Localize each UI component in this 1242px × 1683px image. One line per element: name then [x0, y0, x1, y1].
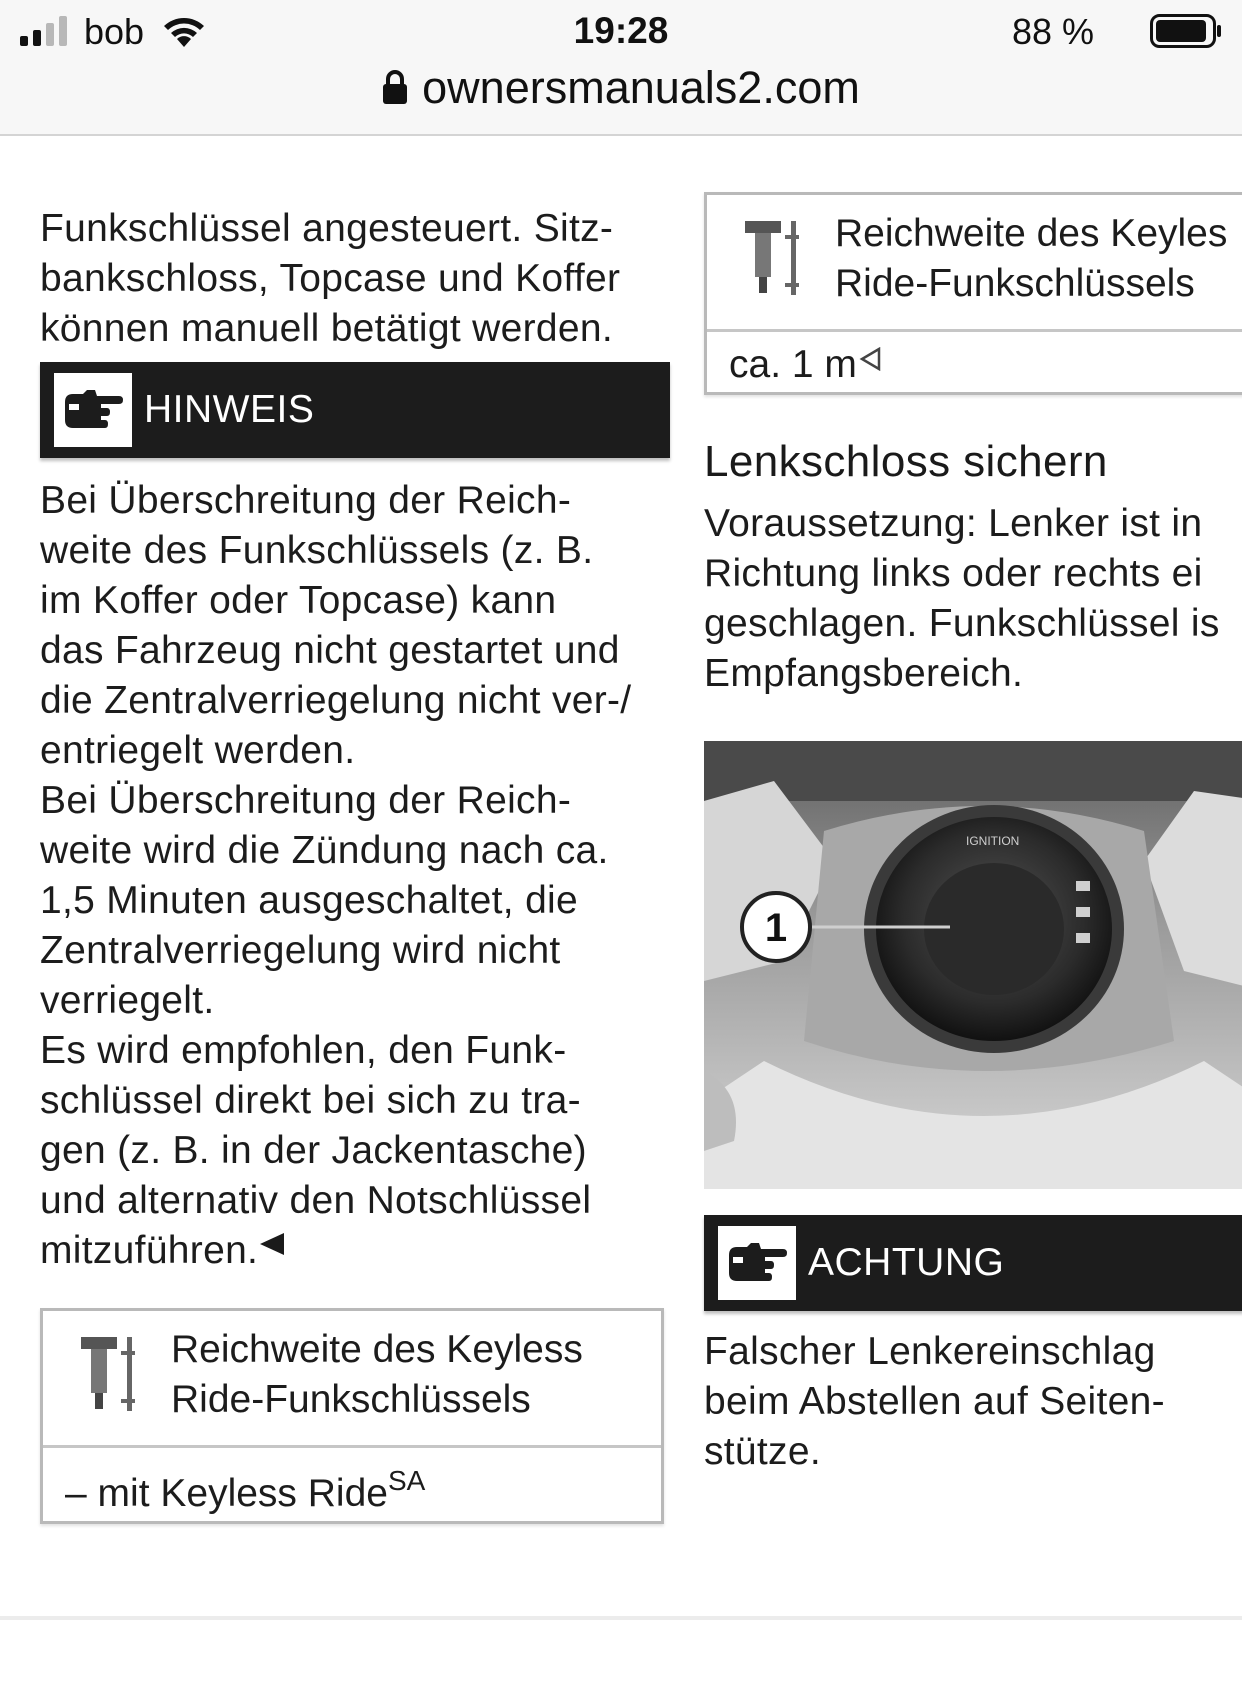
text-line: im Koffer oder Topcase) kann: [40, 579, 557, 622]
ignition-lock-illustration: [704, 741, 1242, 1189]
bottom-divider: [0, 1616, 1242, 1620]
text-line: verriegelt.: [40, 979, 215, 1022]
text-line: und alternativ den Notschlüssel: [40, 1179, 592, 1222]
precondition-text: [704, 499, 1242, 699]
text-line: schlüssel direkt bei sich zu tra-: [40, 1079, 581, 1122]
achtung-notice-bar: [704, 1215, 1242, 1311]
notice-paragraph-1: [40, 476, 670, 776]
hinweis-notice-bar: [40, 362, 670, 458]
text-line: stütze.: [704, 1430, 821, 1473]
info-box-header: [43, 1311, 661, 1448]
end-of-section-arrow-icon: [260, 1233, 284, 1255]
caliper-icon: [77, 1333, 139, 1415]
notice-title: ACHTUNG: [808, 1241, 1005, 1284]
text-line: Bei Überschreitung der Reich-: [40, 779, 572, 822]
text-line: Voraussetzung: Lenker ist in: [704, 502, 1203, 545]
intro-line: können manuell betätigt werden.: [40, 307, 614, 350]
manual-page: [0, 138, 1242, 1623]
text-line-with-end-mark: [40, 1226, 670, 1276]
text-line: die Zentralverriegelung nicht ver-/: [40, 679, 632, 722]
carrier-name: bob: [84, 11, 145, 52]
battery-icon: [1150, 14, 1222, 48]
text-line: Zentralverriegelung wird nicht: [40, 929, 561, 972]
hand-pointing-icon: [718, 1226, 796, 1300]
info-box-value-row: [707, 332, 1242, 392]
text-line: weite wird die Zündung nach ca.: [40, 829, 609, 872]
text-line: entriegelt werden.: [40, 729, 356, 772]
hand-pointing-icon: [54, 373, 132, 447]
text-line: Richtung links oder rechts ei: [704, 552, 1203, 595]
status-time: 19:28: [573, 10, 669, 51]
text-line: 1,5 Minuten ausgeschaltet, die: [40, 879, 579, 922]
info-box-title-line: Ride-Funkschlüssels: [835, 262, 1195, 305]
info-box-title-line: Reichweite des Keyles: [835, 212, 1228, 255]
range-value-box: [704, 192, 1242, 395]
intro-line: bankschloss, Topcase und Koffer: [40, 257, 621, 300]
text-line: Es wird empfohlen, den Funk-: [40, 1029, 567, 1072]
right-column: [704, 204, 1242, 1477]
section-heading: Lenkschloss sichern: [704, 437, 1108, 486]
info-box-header: [707, 195, 1242, 332]
text-line: mitzuführen.: [40, 1229, 259, 1272]
end-of-section-arrow-icon: [859, 347, 881, 371]
notice-paragraph-3: [40, 1026, 670, 1276]
browser-top-bar: [0, 0, 1242, 136]
row-superscript: SA: [387, 1465, 426, 1496]
info-box-title-line: Ride-Funkschlüssels: [171, 1378, 531, 1421]
notice-title: HINWEIS: [144, 388, 315, 431]
text-line: gen (z. B. in der Jackentasche): [40, 1129, 587, 1172]
info-box-title-line: Reichweite des Keyless: [171, 1328, 583, 1371]
info-box-row: [43, 1448, 661, 1521]
warning-text: [704, 1327, 1242, 1477]
text-line: Empfangsbereich.: [704, 652, 1024, 695]
url-domain: ownersmanuals2.com: [422, 62, 860, 113]
text-line: weite des Funkschlüssels (z. B.: [40, 529, 594, 572]
ignition-lock-photo: [704, 741, 1242, 1189]
address-bar[interactable]: [0, 62, 1242, 118]
text-line: beim Abstellen auf Seiten-: [704, 1380, 1165, 1423]
battery-percentage: 88 %: [1011, 11, 1094, 52]
status-bar: [0, 0, 1242, 62]
text-line: geschlagen. Funkschlüssel is: [704, 602, 1220, 645]
caliper-icon: [741, 217, 803, 299]
range-info-box: [40, 1308, 664, 1524]
range-value: ca. 1 m: [729, 343, 857, 386]
intro-text: [40, 204, 670, 354]
ignition-label: IGNITION: [966, 834, 1020, 848]
text-line: Falscher Lenkereinschlag: [704, 1330, 1156, 1373]
text-line: Bei Überschreitung der Reich-: [40, 479, 572, 522]
row-text: mit Keyless Ride: [97, 1472, 388, 1515]
row-prefix: –: [65, 1472, 87, 1515]
intro-line: Funkschlüssel angesteuert. Sitz-: [40, 207, 614, 250]
lock-icon: [382, 69, 408, 105]
left-column: [40, 204, 670, 1524]
notice-paragraph-2: [40, 776, 670, 1026]
figure-callout-number: 1: [764, 906, 788, 950]
text-line: das Fahrzeug nicht gestartet und: [40, 629, 620, 672]
